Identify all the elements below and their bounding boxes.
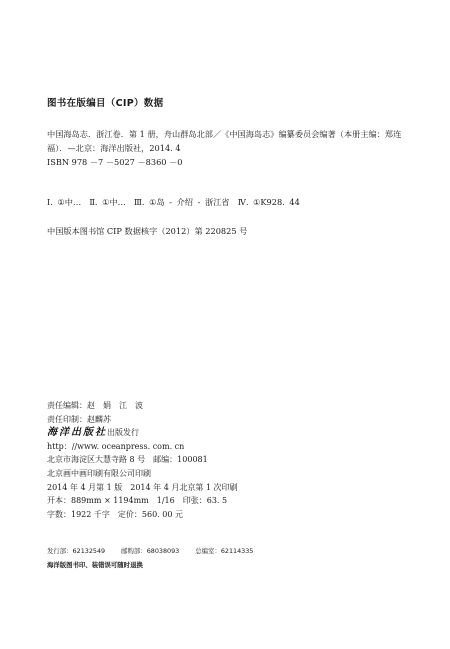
return-notice: 海洋版图书印、装错误可随时退换 bbox=[47, 561, 143, 569]
phone-numbers bbox=[47, 546, 267, 555]
responsible-editor-names: 赵 娟 江 波 bbox=[87, 401, 143, 410]
publisher-line bbox=[47, 426, 407, 440]
responsible-editor-label: 责任编辑： bbox=[47, 401, 87, 410]
publisher-address: 北京市海淀区大慧寺路 8 号 邮编：100081 bbox=[47, 455, 208, 465]
imprint-block bbox=[47, 399, 407, 521]
phone-editorial: 总编室：62114335 bbox=[195, 547, 254, 555]
cip-record-number: 中国版本图书馆 CIP 数据核字（2012）第 220825 号 bbox=[47, 226, 248, 236]
wordcount-price: 字数：1922 千字 定价：560. 00 元 bbox=[47, 509, 183, 519]
cip-classification: Ⅰ. ①中… Ⅱ. ①中… Ⅲ. ①岛 - 介绍 - 浙江省 Ⅳ. ①K928. 44 bbox=[47, 197, 300, 207]
publisher-logo: 海洋出版社 bbox=[47, 427, 107, 439]
format-info: 开本：889mm × 1194mm 1/16 印张：63. 5 bbox=[47, 496, 228, 506]
edition-info: 2014 年 4 月第 1 版 2014 年 4 月北京第 1 次印刷 bbox=[47, 482, 238, 492]
cip-entry-line-2: 福）．—北京：海洋出版社，2014. 4 bbox=[47, 143, 181, 153]
responsible-printing bbox=[47, 413, 407, 427]
cip-entry-line-1: 中国海岛志．浙江卷．第 1 册，舟山群岛北部／《中国海岛志》编纂委员会编著（本册主编：郑连 bbox=[47, 129, 402, 139]
printer-name: 北京画中画印刷有限公司印刷 bbox=[47, 468, 151, 478]
publisher-website: http：//www. oceanpress. com. cn bbox=[47, 441, 185, 451]
responsible-editor bbox=[47, 399, 407, 413]
responsible-printing-name: 赵麟苏 bbox=[87, 414, 111, 424]
publisher-suffix: 出版发行 bbox=[107, 428, 139, 438]
cip-entry bbox=[47, 127, 419, 169]
phone-mail: 邮购部：68038093 bbox=[121, 547, 180, 555]
responsible-printing-label: 责任印制： bbox=[47, 414, 87, 424]
cip-isbn: ISBN 978 －7 －5027 －8360 －0 bbox=[47, 157, 183, 167]
cip-heading: 图书在版编目（CIP）数据 bbox=[47, 98, 164, 109]
phone-issue: 发行部：62132549 bbox=[47, 547, 106, 555]
